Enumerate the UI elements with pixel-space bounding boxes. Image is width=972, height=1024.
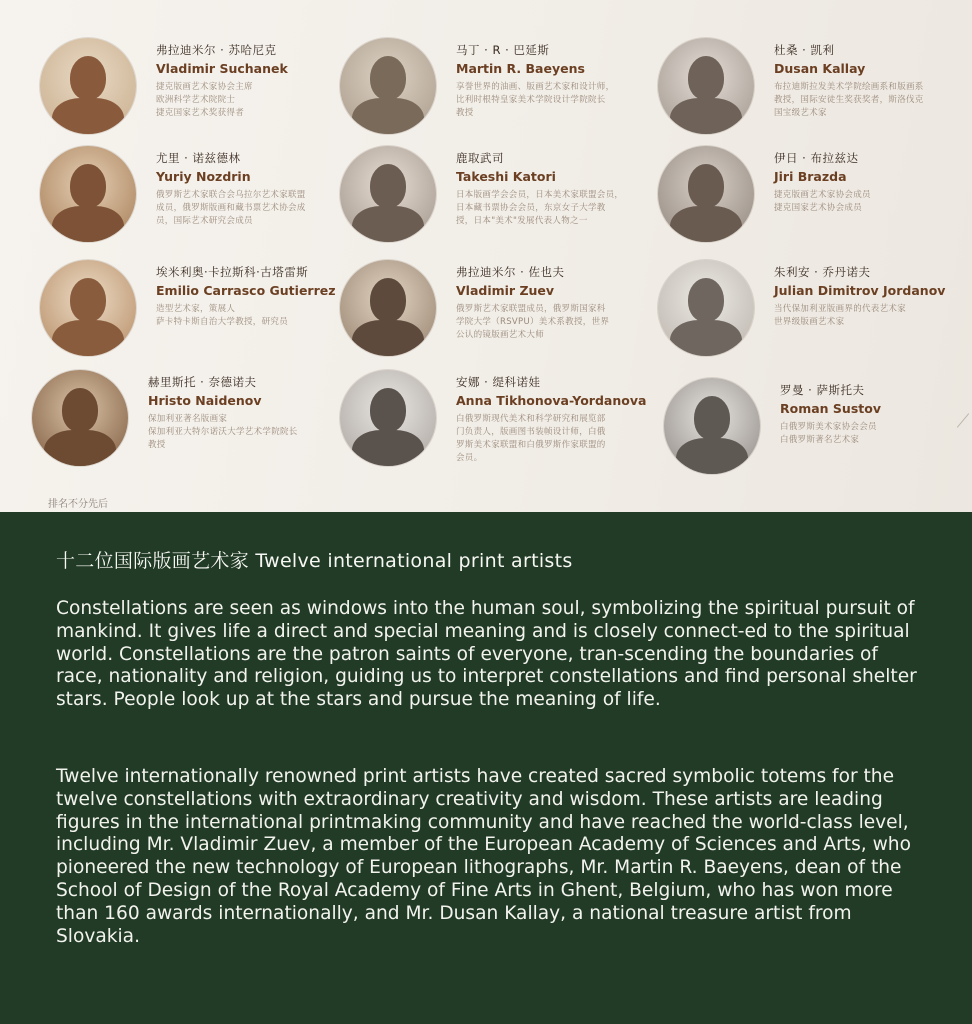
artist-cn-name: 埃米利奥·卡拉斯科·古塔雷斯 xyxy=(156,265,309,279)
artist-portrait xyxy=(340,146,436,242)
artist-card xyxy=(340,38,660,158)
artist-description: 享誉世界的油画、版画艺术家和设计师， 比利时根特皇家美术学院设计学院院长 教授 xyxy=(456,82,615,118)
artist-cn-name: 尤里 · 诺兹德林 xyxy=(156,151,241,165)
artist-cn-name: 鹿取武司 xyxy=(456,151,504,165)
artist-description: 捷克版画艺术家协会成员 捷克国家艺术协会成员 xyxy=(774,190,871,213)
ranking-note: 排名不分先后 xyxy=(48,499,108,510)
paragraph-artists: Twelve internationally renowned print artists have created sacred symbolic totems for the twelve constellations with extraordinary creativity and wisdom. These artists are leading figures in the international printmaking community and have reached the world-class level, including Mr. Vladimir Zuev, a member of the European Academy of Sciences and Arts, who pioneered the new technology of European lithographs, Mr. Martin R. Baeyens, dean of the School of Design of the Royal Academy of Fine Arts in Ghent, Belgium, who has won more than 160 awards internationally, and Mr. Dusan Kallay, a national treasure artist from Slovakia. xyxy=(56,766,911,947)
artist-portrait xyxy=(664,378,760,474)
artist-description: 白俄罗斯现代美术和科学研究和展览部 门负责人，版画图书装帧设计师，白俄 罗斯美术家联盟和白俄罗斯作家联盟的 会员。 xyxy=(456,414,606,463)
artist-cn-name: 伊日 · 布拉兹达 xyxy=(774,151,859,165)
artist-card xyxy=(40,146,360,266)
artist-en-name: Anna Tikhonova-Yordanova xyxy=(456,393,647,408)
artist-portrait xyxy=(32,370,128,466)
artist-card xyxy=(340,370,660,490)
artist-portrait xyxy=(40,38,136,134)
description-panel xyxy=(0,512,972,1024)
artist-description: 布拉迪斯拉发美术学院绘画系和版画系 教授，国际安徒生奖获奖者，斯洛伐克 国宝级艺术家 xyxy=(774,82,924,118)
artist-description: 捷克版画艺术家协会主席 欧洲科学艺术院院士 捷克国家艺术奖获得者 xyxy=(156,82,253,118)
artist-card xyxy=(658,146,972,266)
artist-card xyxy=(658,260,972,380)
artist-en-name: Yuriy Nozdrin xyxy=(156,169,251,184)
artist-cn-name: 朱利安 · 乔丹诺夫 xyxy=(774,265,871,279)
artist-portrait xyxy=(340,260,436,356)
artist-cn-name: 弗拉迪米尔 · 苏哈尼克 xyxy=(156,43,277,57)
artist-cn-name: 杜桑 · 凯利 xyxy=(774,43,835,57)
section-heading: 十二位国际版画艺术家 Twelve international print artists xyxy=(56,550,573,572)
artist-en-name: Jiri Brazda xyxy=(774,169,847,184)
artist-description: 白俄罗斯美术家协会会员 白俄罗斯著名艺术家 xyxy=(780,422,877,445)
artist-cn-name: 赫里斯托 · 奈德诺夫 xyxy=(148,375,257,389)
artist-portrait xyxy=(340,38,436,134)
artist-card xyxy=(40,38,360,158)
artist-description: 日本版画学会会员，日本美术家联盟会员， 日本藏书票协会会员，东京女子大学教 授，日本"美术"发展代表人物之一 xyxy=(456,190,624,226)
artist-en-name: Dusan Kallay xyxy=(774,61,866,76)
artist-cn-name: 安娜 · 缇科诺娃 xyxy=(456,375,541,389)
artist-en-name: Vladimir Zuev xyxy=(456,283,555,298)
artist-en-name: Takeshi Katori xyxy=(456,169,556,184)
artist-portrait xyxy=(658,146,754,242)
artist-card xyxy=(340,260,660,380)
artist-en-name: Martin R. Baeyens xyxy=(456,61,585,76)
artist-en-name: Hristo Naidenov xyxy=(148,393,262,408)
artist-description: 俄罗斯艺术家联盟成员，俄罗斯国家科 学院大学（RSVPU）美术系教授，世界 公认的镜版画艺术大师 xyxy=(456,304,610,340)
artist-card xyxy=(340,146,660,266)
artist-en-name: Emilio Carrasco Gutierrez xyxy=(156,283,336,298)
artist-description: 保加利亚著名版画家 保加利亚大特尔诺沃大学艺术学院院长 教授 xyxy=(148,414,298,450)
artist-description: 当代保加利亚版画界的代表艺术家 世界级版画艺术家 xyxy=(774,304,907,327)
artist-portrait xyxy=(340,370,436,466)
artist-en-name: Julian Dimitrov Jordanov xyxy=(774,283,946,298)
artist-en-name: Roman Sustov xyxy=(780,401,881,416)
artist-en-name: Vladimir Suchanek xyxy=(156,61,288,76)
artist-cn-name: 弗拉迪米尔 · 佐也夫 xyxy=(456,265,565,279)
artist-cn-name: 罗曼 · 萨斯托夫 xyxy=(780,383,865,397)
artist-card xyxy=(40,260,360,380)
artist-description: 造型艺术家，策展人 萨卡特卡斯自治大学教授，研究员 xyxy=(156,304,289,327)
paragraph-constellations: Constellations are seen as windows into the human soul, symbolizing the spiritual pursuit of mankind. It gives life a direct and special meaning and is closely connect-ed to the spiritual world. Constellations are the patron saints of everyone, tran-scending the boundaries of race, nationality and religion, guiding us to interpret constellations and find personal shelter stars. People look up at the stars and pursue the meaning of life. xyxy=(56,598,917,711)
artist-portrait xyxy=(658,38,754,134)
artist-cn-name: 马丁 · R · 巴延斯 xyxy=(456,43,550,57)
artist-portrait xyxy=(658,260,754,356)
artist-card xyxy=(32,370,352,490)
artist-portrait xyxy=(40,260,136,356)
artist-card xyxy=(658,38,972,158)
artist-description: 俄罗斯艺术家联合会乌拉尔艺术家联盟 成员，俄罗斯版画和藏书票艺术协会成 员，国际艺术研究会成员 xyxy=(156,190,306,226)
artist-portrait xyxy=(40,146,136,242)
artist-card xyxy=(664,378,972,498)
